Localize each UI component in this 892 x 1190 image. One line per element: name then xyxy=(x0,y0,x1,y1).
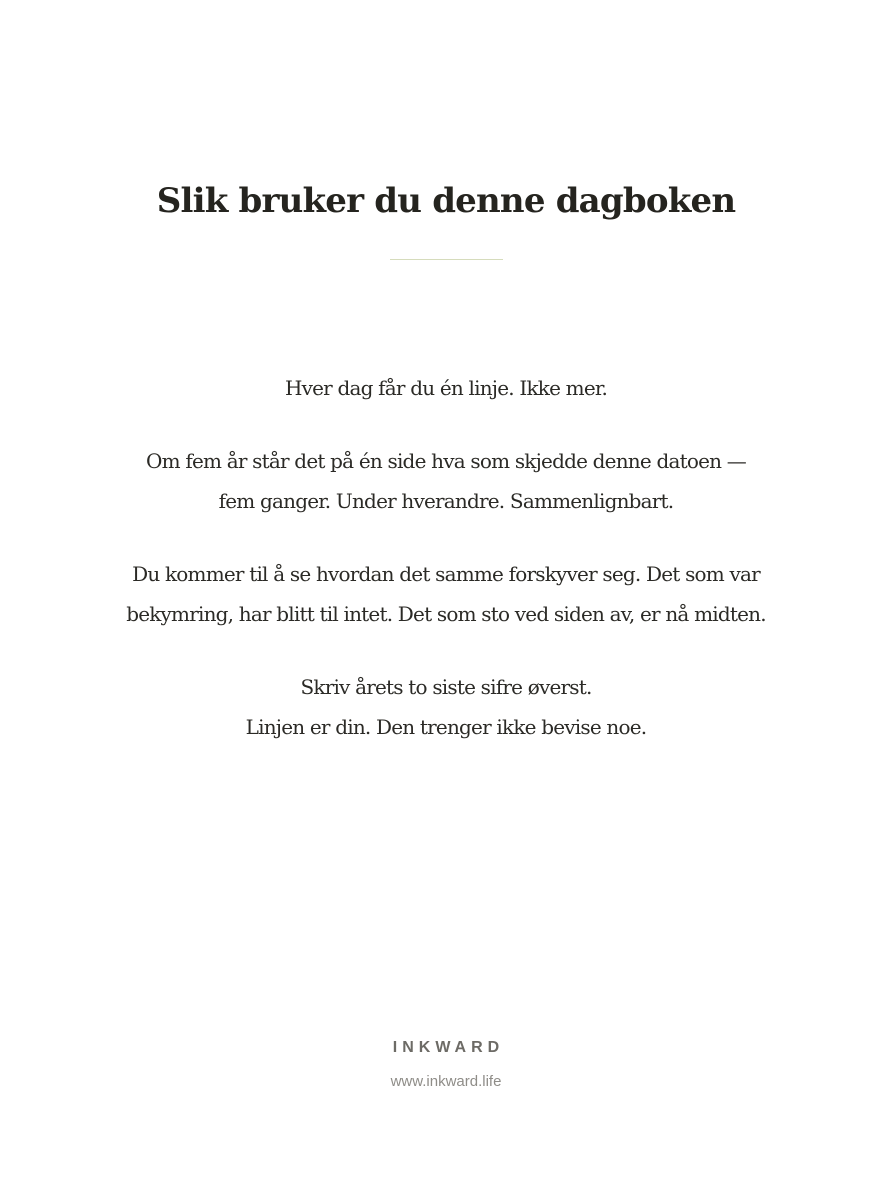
page-title: Slik bruker du denne dagboken xyxy=(156,181,736,221)
paragraph-line: Skriv årets to siste sifre øverst. xyxy=(300,675,592,699)
paragraph xyxy=(20,368,872,408)
website-url: www.inkward.life xyxy=(390,1073,502,1090)
paragraph-line: Om fem år står det på én side hva som skjedde denne datoen — xyxy=(146,449,746,473)
paragraph xyxy=(20,667,872,747)
brand-name: INKWARD xyxy=(392,1039,505,1056)
paragraph-line: Hver dag får du én linje. Ikke mer. xyxy=(284,376,608,400)
instructions-body xyxy=(20,368,872,780)
paragraph xyxy=(20,441,872,521)
paragraph-line: Du kommer til å se hvordan det samme forskyver seg. Det som var xyxy=(132,562,760,586)
paragraph xyxy=(20,554,872,634)
title-divider xyxy=(390,259,503,260)
paragraph-line: bekymring, har blitt til intet. Det som sto ved siden av, er nå midten. xyxy=(126,602,766,626)
paragraph-line: Linjen er din. Den trenger ikke bevise noe. xyxy=(245,715,647,739)
paragraph-line: fem ganger. Under hverandre. Sammenlignbart. xyxy=(218,489,674,513)
